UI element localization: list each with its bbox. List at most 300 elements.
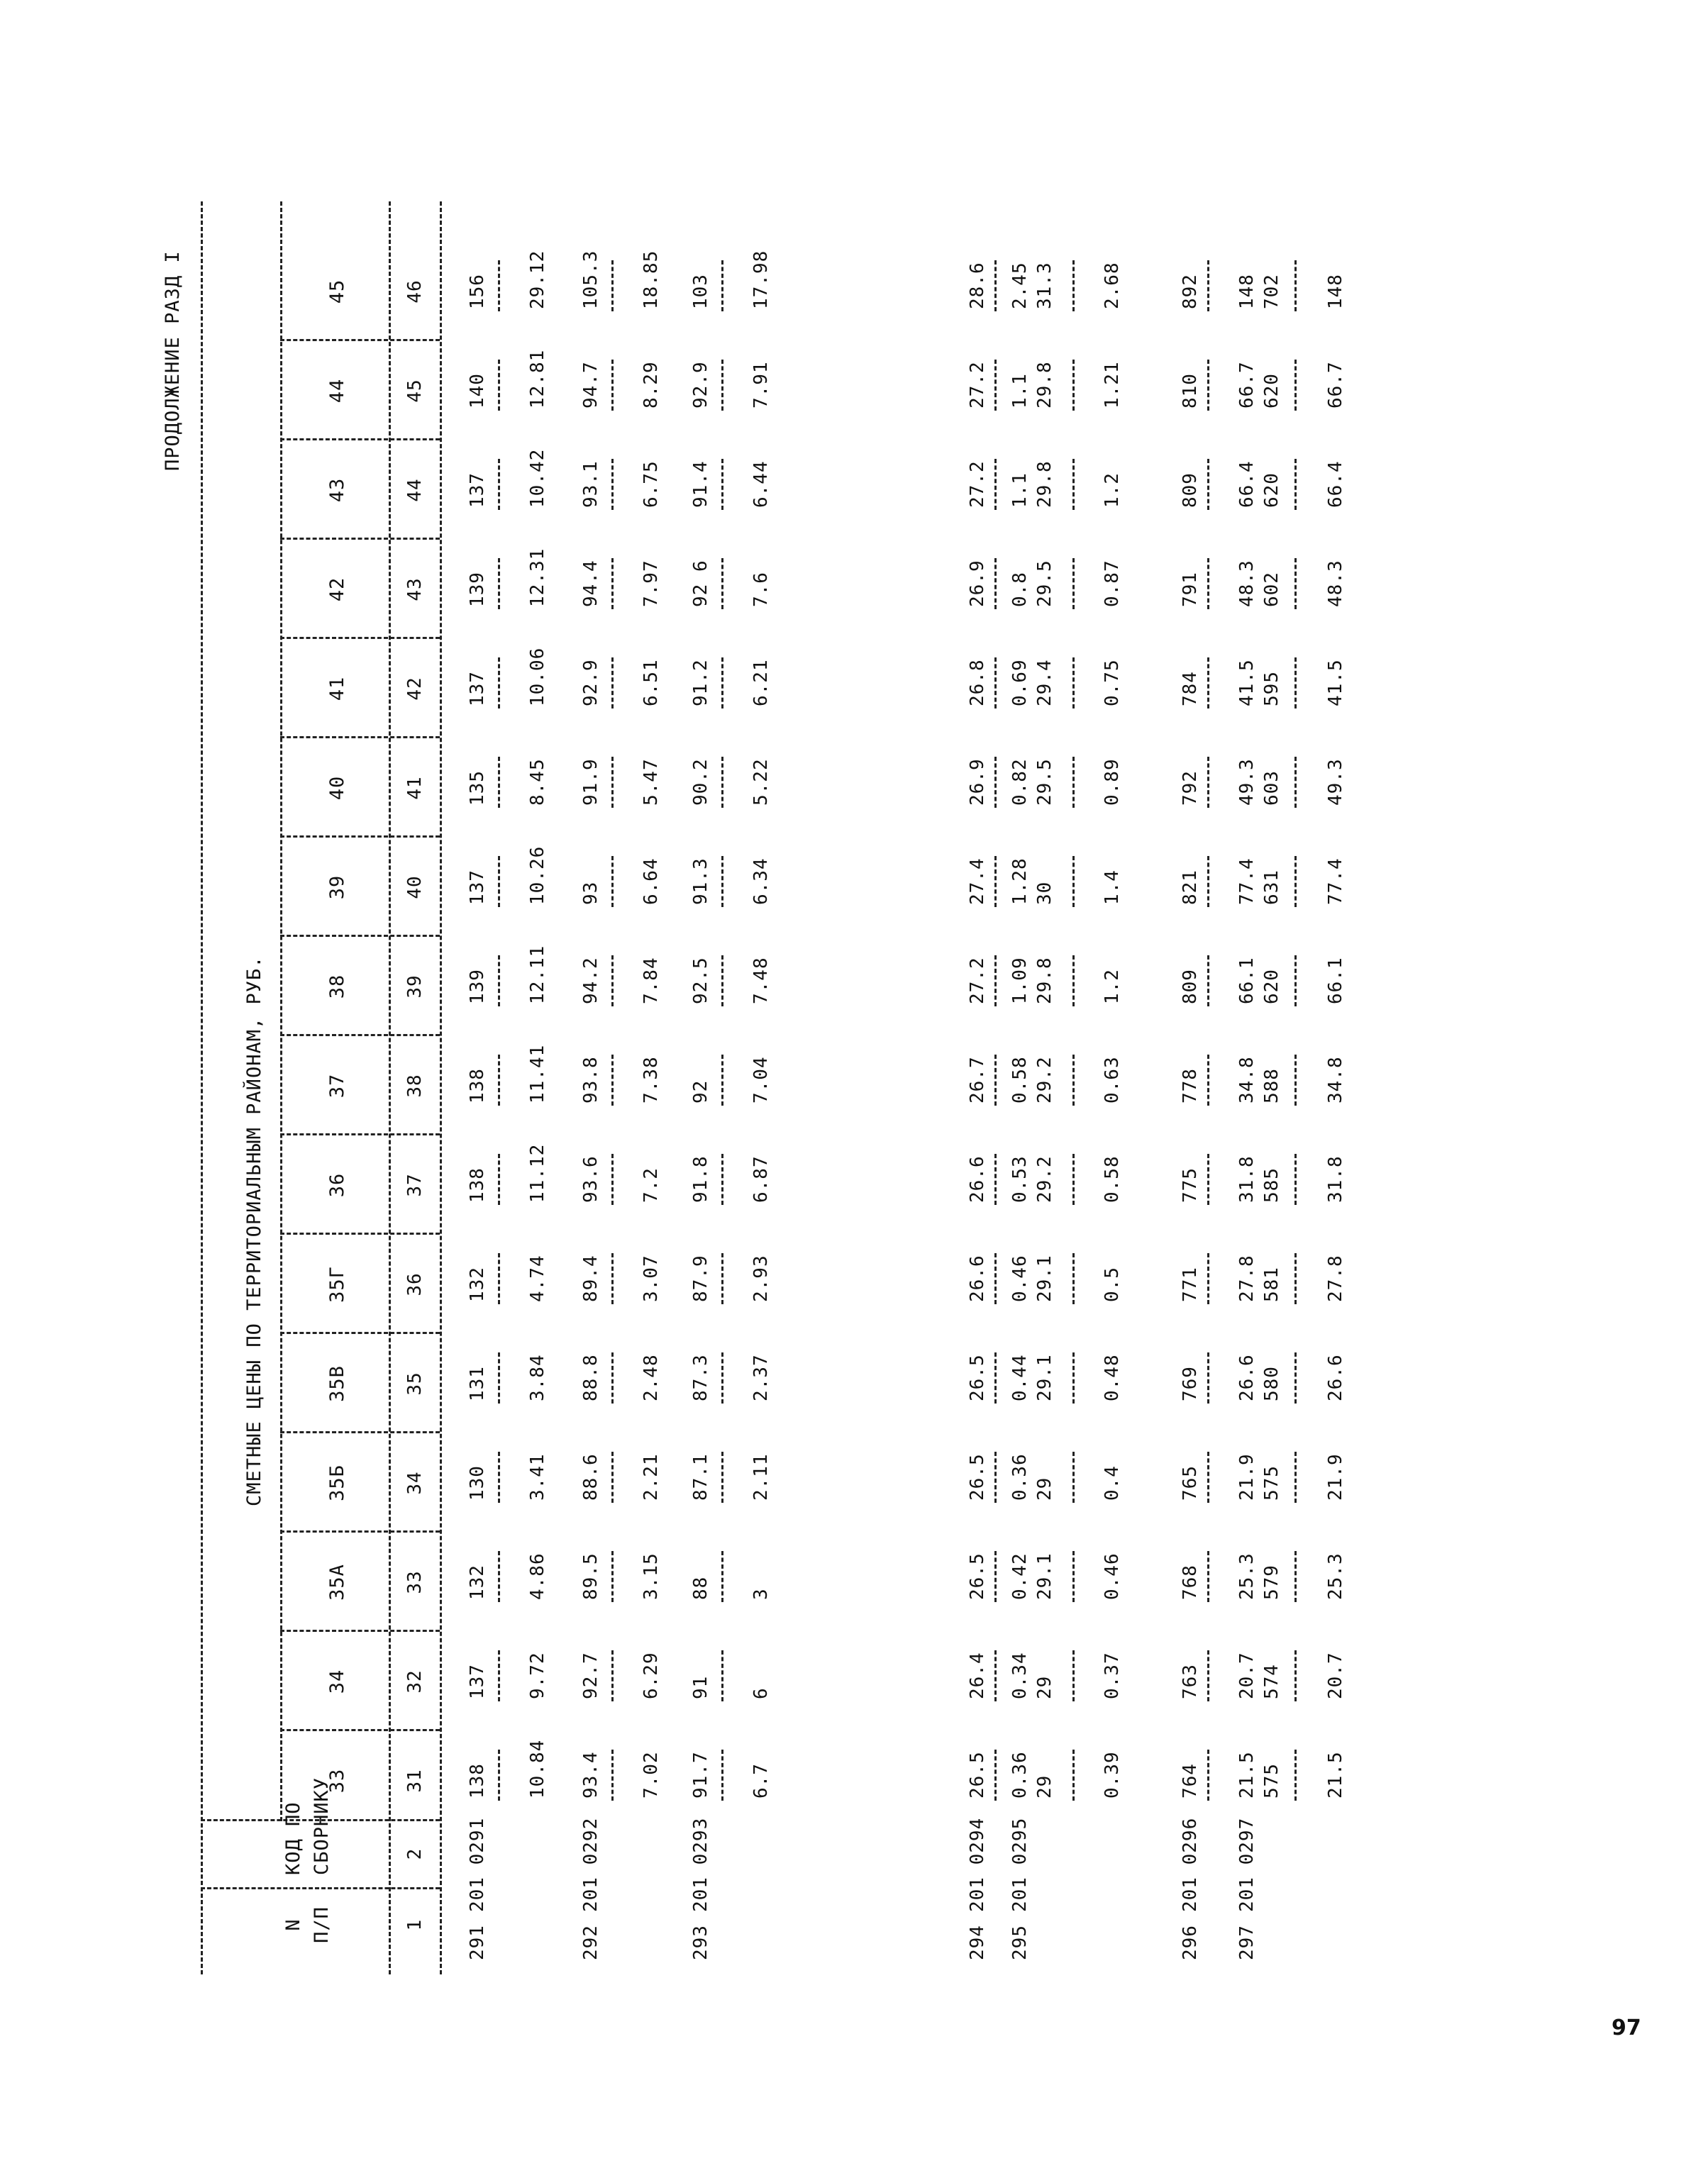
- table-cell: 0.87: [1102, 560, 1123, 607]
- table-cell: 702: [1261, 274, 1282, 309]
- table-cell: 575: [1261, 1763, 1282, 1799]
- fraction-bar: [611, 459, 614, 510]
- region-header: 43: [326, 477, 348, 503]
- fraction-bar: [1294, 1452, 1297, 1503]
- table-cell: 809: [1180, 969, 1201, 1004]
- table-cell: 49.3: [1325, 758, 1346, 806]
- fraction-bar: [1207, 1650, 1209, 1701]
- table-cell: 87.9: [690, 1255, 711, 1302]
- region-header: 40: [326, 775, 348, 801]
- fraction-bar: [721, 1650, 723, 1701]
- table-cell: 88: [690, 1576, 711, 1600]
- table-cell: 0.34: [1009, 1652, 1031, 1699]
- fraction-bar: [498, 856, 500, 907]
- fraction-bar: [611, 1750, 614, 1801]
- table-cell: 21.5: [1325, 1751, 1346, 1799]
- table-cell: 29.8: [1034, 957, 1055, 1004]
- table-cell: 0.8: [1009, 572, 1031, 607]
- table-cell: 588: [1261, 1068, 1282, 1104]
- fraction-bar: [498, 459, 500, 510]
- fraction-bar: [994, 360, 997, 411]
- fraction-bar: [1294, 1253, 1297, 1304]
- table-cell: 27.2: [967, 361, 988, 409]
- table-cell: 6.64: [640, 857, 662, 905]
- fraction-bar: [1207, 1055, 1209, 1106]
- table-cell: 2.93: [750, 1255, 772, 1302]
- table-cell: 93: [580, 881, 601, 905]
- table-cell: 0.46: [1102, 1552, 1123, 1600]
- table-cell: 48.3: [1236, 560, 1258, 607]
- table-cell: 103: [690, 274, 711, 309]
- row-code: 201 0293: [690, 1817, 711, 1912]
- colnum: 32: [404, 1669, 426, 1694]
- table-cell: 31.8: [1236, 1155, 1258, 1203]
- table-cell: 603: [1261, 770, 1282, 806]
- table-cell: 892: [1180, 274, 1201, 309]
- table-cell: 26.6: [967, 1155, 988, 1203]
- fraction-bar: [498, 1253, 500, 1304]
- row-code: 201 0291: [467, 1817, 488, 1912]
- col-sep-np: [201, 1887, 440, 1889]
- table-cell: 6.7: [750, 1763, 772, 1799]
- colnum: 41: [404, 776, 426, 800]
- table-cell: 580: [1261, 1366, 1282, 1401]
- table-cell: 595: [1261, 671, 1282, 706]
- fraction-bar: [1072, 757, 1075, 808]
- region-header: 35В: [326, 1365, 348, 1402]
- table-cell: 7.04: [750, 1056, 772, 1104]
- table-cell: 0.58: [1009, 1056, 1031, 1104]
- table-cell: 0.44: [1009, 1354, 1031, 1401]
- region-header: 39: [326, 874, 348, 900]
- region-header: 35Г: [326, 1266, 348, 1303]
- table-cell: 6.75: [640, 460, 662, 508]
- table-cell: 771: [1180, 1267, 1201, 1302]
- table-cell: 10.84: [527, 1739, 548, 1799]
- table-cell: 11.41: [527, 1044, 548, 1104]
- table-cell: 7.97: [640, 560, 662, 607]
- col-sep-region: [280, 1332, 440, 1334]
- fraction-bar: [498, 1154, 500, 1205]
- row-number: 293: [690, 1925, 711, 1960]
- fraction-bar: [721, 1551, 723, 1602]
- table-cell: 135: [467, 770, 488, 806]
- fraction-bar: [994, 1650, 997, 1701]
- table-cell: 92: [690, 1079, 711, 1104]
- fraction-bar: [1072, 1452, 1075, 1503]
- table-cell: 93.1: [580, 460, 601, 508]
- table-cell: 26.8: [967, 659, 988, 706]
- fraction-bar: [721, 955, 723, 1006]
- fraction-bar: [721, 1253, 723, 1304]
- table-cell: 809: [1180, 472, 1201, 508]
- table-cell: 6.29: [640, 1652, 662, 1699]
- fraction-bar: [498, 1650, 500, 1701]
- fraction-bar: [1294, 1750, 1297, 1801]
- table-cell: 89.5: [580, 1552, 601, 1600]
- fraction-bar: [721, 260, 723, 311]
- region-header: 34: [326, 1669, 348, 1694]
- table-cell: 5.22: [750, 758, 772, 806]
- table-cell: 775: [1180, 1167, 1201, 1203]
- fraction-bar: [1294, 558, 1297, 609]
- table-cell: 0.37: [1102, 1652, 1123, 1699]
- table-cell: 1.1: [1009, 472, 1031, 508]
- table-cell: 2.48: [640, 1354, 662, 1401]
- table-cell: 48.3: [1325, 560, 1346, 607]
- fraction-bar: [1207, 955, 1209, 1006]
- continuation-title: ПРОДОЛЖЕНИЕ РАЗД I: [162, 250, 184, 471]
- table-cell: 1.21: [1102, 361, 1123, 409]
- table-cell: 27.2: [967, 460, 988, 508]
- table-cell: 29.12: [527, 250, 548, 309]
- fraction-bar: [1072, 1154, 1075, 1205]
- fraction-bar: [1072, 1650, 1075, 1701]
- fraction-bar: [1072, 360, 1075, 411]
- table-cell: 10.26: [527, 845, 548, 905]
- table-cell: 137: [467, 472, 488, 508]
- fraction-bar: [498, 657, 500, 708]
- table-cell: 0.48: [1102, 1354, 1123, 1401]
- fraction-bar: [1072, 260, 1075, 311]
- table-cell: 94.7: [580, 361, 601, 409]
- header-np-2: П/П: [311, 1906, 333, 1943]
- table-cell: 26.6: [1325, 1354, 1346, 1401]
- table-cell: 2.37: [750, 1354, 772, 1401]
- table-top-line: [201, 201, 203, 1974]
- table-cell: 26.6: [1236, 1354, 1258, 1401]
- fraction-bar: [994, 856, 997, 907]
- table-cell: 66.1: [1236, 957, 1258, 1004]
- table-cell: 4.86: [527, 1552, 548, 1600]
- table-cell: 1.1: [1009, 373, 1031, 409]
- fraction-bar: [1207, 558, 1209, 609]
- header-code-2: СБОРНИКУ: [311, 1777, 333, 1875]
- col-sep-region: [280, 339, 440, 341]
- table-cell: 34.8: [1325, 1056, 1346, 1104]
- fraction-bar: [1207, 1253, 1209, 1304]
- fraction-bar: [1294, 1352, 1297, 1404]
- table-cell: 105.3: [580, 250, 601, 309]
- region-header: 35Б: [326, 1465, 348, 1501]
- table-cell: 29.8: [1034, 361, 1055, 409]
- fraction-bar: [498, 1551, 500, 1602]
- table-cell: 29.2: [1034, 1056, 1055, 1104]
- table-cell: 602: [1261, 572, 1282, 607]
- table-cell: 0.75: [1102, 659, 1123, 706]
- fraction-bar: [994, 1154, 997, 1205]
- table-cell: 27.8: [1236, 1255, 1258, 1302]
- table-cell: 29.1: [1034, 1552, 1055, 1600]
- fraction-bar: [1072, 1253, 1075, 1304]
- colnum: 2: [404, 1847, 426, 1860]
- fraction-bar: [1072, 955, 1075, 1006]
- fraction-bar: [1294, 1650, 1297, 1701]
- table-cell: 148: [1236, 274, 1258, 309]
- colnum: 33: [404, 1570, 426, 1594]
- table-cell: 7.6: [750, 572, 772, 607]
- table-cell: 25.3: [1236, 1552, 1258, 1600]
- fraction-bar: [1072, 558, 1075, 609]
- colnum: 42: [404, 677, 426, 701]
- colnum: 39: [404, 974, 426, 999]
- table-cell: 31.8: [1325, 1155, 1346, 1203]
- table-cell: 21.5: [1236, 1751, 1258, 1799]
- table-cell: 6: [750, 1687, 772, 1699]
- table-cell: 132: [467, 1267, 488, 1302]
- colnum: 45: [404, 379, 426, 403]
- table-cell: 579: [1261, 1565, 1282, 1600]
- region-header: 42: [326, 577, 348, 602]
- table-cell: 1.2: [1102, 472, 1123, 508]
- table-cell: 9.72: [527, 1652, 548, 1699]
- row-code: 201 0297: [1236, 1817, 1258, 1912]
- table-cell: 769: [1180, 1366, 1201, 1401]
- fraction-bar: [498, 955, 500, 1006]
- table-cell: 575: [1261, 1465, 1282, 1501]
- col-sep-region: [280, 835, 440, 838]
- row-code: 201 0296: [1180, 1817, 1201, 1912]
- table-cell: 7.84: [640, 957, 662, 1004]
- table-cell: 91.7: [690, 1751, 711, 1799]
- table-cell: 26.5: [967, 1751, 988, 1799]
- table-caption: СМЕТНЫЕ ЦЕНЫ ПО ТЕРРИТОРИАЛЬНЫМ РАЙОНАМ, РУБ.: [243, 955, 265, 1506]
- table-cell: 810: [1180, 373, 1201, 409]
- table-cell: 26.5: [967, 1354, 988, 1401]
- colnum: 44: [404, 478, 426, 502]
- table-cell: 791: [1180, 572, 1201, 607]
- table-cell: 620: [1261, 373, 1282, 409]
- table-cell: 26.9: [967, 560, 988, 607]
- fraction-bar: [1294, 459, 1297, 510]
- fraction-bar: [611, 955, 614, 1006]
- row-code: 201 0292: [580, 1817, 601, 1912]
- fraction-bar: [721, 1154, 723, 1205]
- table-cell: 29.5: [1034, 758, 1055, 806]
- table-cell: 0.46: [1009, 1255, 1031, 1302]
- table-cell: 137: [467, 869, 488, 905]
- table-cell: 87.1: [690, 1453, 711, 1501]
- table-cell: 3: [750, 1588, 772, 1600]
- fraction-bar: [1072, 459, 1075, 510]
- table-cell: 0.36: [1009, 1751, 1031, 1799]
- fraction-bar: [1294, 360, 1297, 411]
- fraction-bar: [1207, 1551, 1209, 1602]
- table-cell: 27.8: [1325, 1255, 1346, 1302]
- table-cell: 77.4: [1236, 857, 1258, 905]
- fraction-bar: [1207, 1750, 1209, 1801]
- table-cell: 10.06: [527, 647, 548, 706]
- table-cell: 3.07: [640, 1255, 662, 1302]
- table-cell: 0.36: [1009, 1453, 1031, 1501]
- table-cell: 21.9: [1325, 1453, 1346, 1501]
- fraction-bar: [611, 1650, 614, 1701]
- col-sep-region: [280, 1233, 440, 1235]
- table-cell: 132: [467, 1565, 488, 1600]
- table-cell: 139: [467, 572, 488, 607]
- table-cell: 27.4: [967, 857, 988, 905]
- fraction-bar: [721, 558, 723, 609]
- fraction-bar: [1207, 1154, 1209, 1205]
- table-cell: 29.4: [1034, 659, 1055, 706]
- fraction-bar: [994, 459, 997, 510]
- table-cell: 12.81: [527, 349, 548, 409]
- table-cell: 29.1: [1034, 1354, 1055, 1401]
- table-cell: 49.3: [1236, 758, 1258, 806]
- table-cell: 92.9: [690, 361, 711, 409]
- fraction-bar: [721, 1750, 723, 1801]
- fraction-bar: [1072, 856, 1075, 907]
- table-cell: 12.11: [527, 945, 548, 1004]
- col-sep-region: [280, 736, 440, 738]
- table-cell: 30: [1034, 881, 1055, 905]
- table-cell: 29.1: [1034, 1255, 1055, 1302]
- fraction-bar: [1294, 1154, 1297, 1205]
- table-cell: 93.6: [580, 1155, 601, 1203]
- table-cell: 12.31: [527, 548, 548, 607]
- colnum: 43: [404, 577, 426, 601]
- table-cell: 2.21: [640, 1453, 662, 1501]
- table-cell: 93.4: [580, 1751, 601, 1799]
- table-cell: 763: [1180, 1664, 1201, 1699]
- table-cell: 138: [467, 1068, 488, 1104]
- fraction-bar: [611, 1551, 614, 1602]
- fraction-bar: [1207, 360, 1209, 411]
- table-cell: 585: [1261, 1167, 1282, 1203]
- colnum: 40: [404, 875, 426, 899]
- table-cell: 41.5: [1236, 659, 1258, 706]
- col-sep-region: [280, 637, 440, 639]
- table-cell: 26.7: [967, 1056, 988, 1104]
- table-cell: 88.6: [580, 1453, 601, 1501]
- table-cell: 41.5: [1325, 659, 1346, 706]
- fraction-bar: [1207, 657, 1209, 708]
- table-cell: 631: [1261, 869, 1282, 905]
- table-cell: 7.38: [640, 1056, 662, 1104]
- row-number: 294: [967, 1925, 988, 1960]
- col-sep-region: [280, 1729, 440, 1731]
- fraction-bar: [611, 1154, 614, 1205]
- table-cell: 620: [1261, 472, 1282, 508]
- table-cell: 26.5: [967, 1552, 988, 1600]
- fraction-bar: [994, 1253, 997, 1304]
- table-cell: 1.28: [1009, 857, 1031, 905]
- table-cell: 17.98: [750, 250, 772, 309]
- col-sep-region: [280, 1034, 440, 1036]
- table-cell: 768: [1180, 1565, 1201, 1600]
- fraction-bar: [721, 1055, 723, 1106]
- col-sep-region: [280, 1630, 440, 1632]
- table-cell: 778: [1180, 1068, 1201, 1104]
- table-cell: 94.2: [580, 957, 601, 1004]
- table-cell: 2.11: [750, 1453, 772, 1501]
- fraction-bar: [994, 1452, 997, 1503]
- fraction-bar: [1072, 657, 1075, 708]
- row-number: 295: [1009, 1925, 1031, 1960]
- table-cell: 6.34: [750, 857, 772, 905]
- table-cell: 26.6: [967, 1255, 988, 1302]
- table-cell: 0.82: [1009, 758, 1031, 806]
- header-bottom-line: [389, 201, 391, 1974]
- region-header: 38: [326, 974, 348, 999]
- row-number: 296: [1180, 1925, 1201, 1960]
- table-cell: 31.3: [1034, 262, 1055, 309]
- colnum: 36: [404, 1272, 426, 1296]
- fraction-bar: [1294, 1055, 1297, 1106]
- table-cell: 581: [1261, 1267, 1282, 1302]
- table-cell: 8.29: [640, 361, 662, 409]
- fraction-bar: [721, 856, 723, 907]
- colnum: 1: [404, 1918, 426, 1931]
- table-cell: 0.69: [1009, 659, 1031, 706]
- table-cell: 29.2: [1034, 1155, 1055, 1203]
- table-cell: 21.9: [1236, 1453, 1258, 1501]
- table-cell: 137: [467, 1664, 488, 1699]
- table-cell: 87.3: [690, 1354, 711, 1401]
- table-cell: 92 6: [690, 560, 711, 607]
- table-cell: 77.4: [1325, 857, 1346, 905]
- table-cell: 27.2: [967, 957, 988, 1004]
- fraction-bar: [1207, 459, 1209, 510]
- header-np-1: N: [282, 1918, 304, 1931]
- table-cell: 0.39: [1102, 1751, 1123, 1799]
- fraction-bar: [1072, 1750, 1075, 1801]
- table-cell: 2.68: [1102, 262, 1123, 309]
- table-cell: 10.42: [527, 448, 548, 508]
- fraction-bar: [498, 1352, 500, 1404]
- table-cell: 34.8: [1236, 1056, 1258, 1104]
- col-sep-region: [280, 1133, 440, 1135]
- fraction-bar: [498, 757, 500, 808]
- region-header: 35А: [326, 1564, 348, 1601]
- fraction-bar: [721, 1452, 723, 1503]
- table-cell: 765: [1180, 1465, 1201, 1501]
- table-cell: 89.4: [580, 1255, 601, 1302]
- fraction-bar: [498, 1452, 500, 1503]
- colnum: 38: [404, 1074, 426, 1098]
- colnum: 37: [404, 1173, 426, 1197]
- table-cell: 29: [1034, 1477, 1055, 1501]
- table-cell: 764: [1180, 1763, 1201, 1799]
- table-cell: 91: [690, 1675, 711, 1699]
- table-cell: 29: [1034, 1774, 1055, 1799]
- table-cell: 5.47: [640, 758, 662, 806]
- fraction-bar: [721, 360, 723, 411]
- region-header: 44: [326, 378, 348, 404]
- table-cell: 26.9: [967, 758, 988, 806]
- table-cell: 66.4: [1236, 460, 1258, 508]
- table-cell: 7.91: [750, 361, 772, 409]
- table-cell: 20.7: [1325, 1652, 1346, 1699]
- fraction-bar: [1072, 1551, 1075, 1602]
- table-cell: 3.41: [527, 1453, 548, 1501]
- region-header: 36: [326, 1172, 348, 1198]
- table-cell: 11.12: [527, 1143, 548, 1203]
- fraction-bar: [498, 260, 500, 311]
- table-cell: 66.4: [1325, 460, 1346, 508]
- table-cell: 156: [467, 274, 488, 309]
- fraction-bar: [1294, 856, 1297, 907]
- col-sep-region: [280, 935, 440, 937]
- table-cell: 26.4: [967, 1652, 988, 1699]
- table-cell: 26.5: [967, 1453, 988, 1501]
- row-number: 291: [467, 1925, 488, 1960]
- fraction-bar: [611, 558, 614, 609]
- fraction-bar: [994, 558, 997, 609]
- row-number: 292: [580, 1925, 601, 1960]
- fraction-bar: [611, 1055, 614, 1106]
- table-cell: 0.58: [1102, 1155, 1123, 1203]
